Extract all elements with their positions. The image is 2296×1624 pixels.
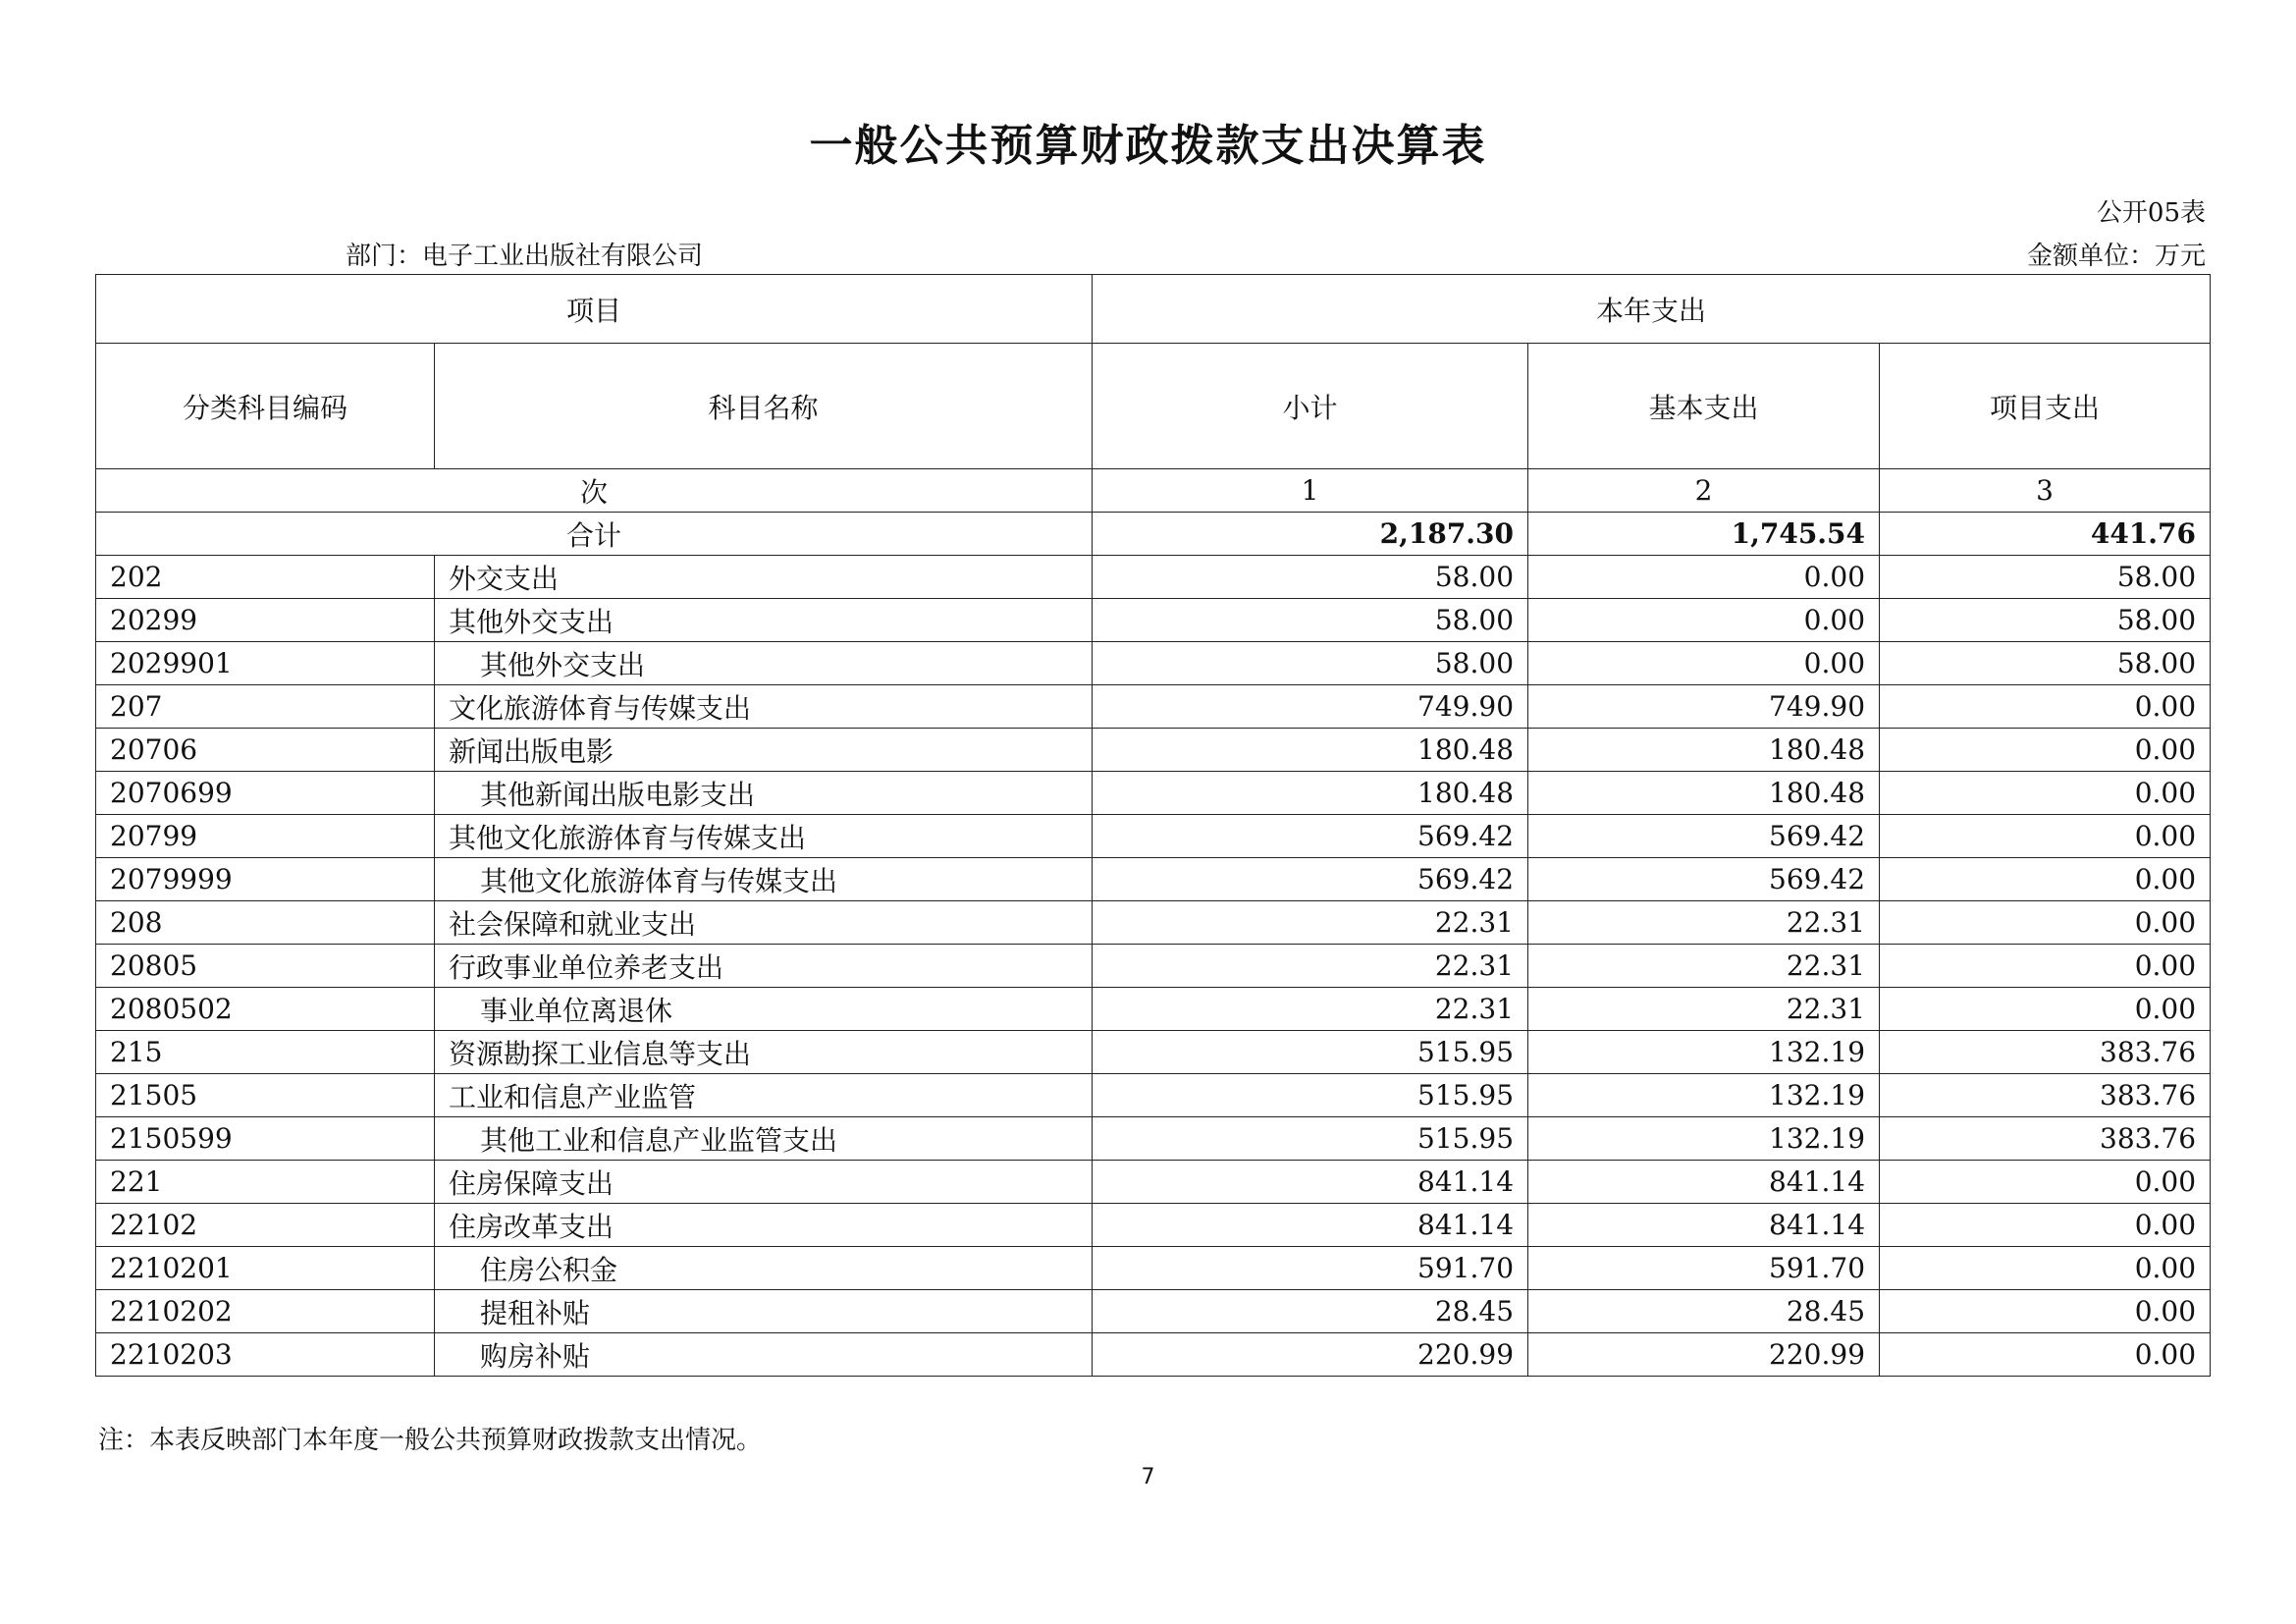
row-name: 社会保障和就业支出 [435,901,1093,945]
row-code: 221 [96,1161,435,1204]
row-subtotal: 22.31 [1093,945,1528,988]
header-subtotal: 小计 [1093,344,1528,469]
row-code: 2210203 [96,1333,435,1377]
row-subtotal: 841.14 [1093,1161,1528,1204]
row-project: 0.00 [1880,815,2211,858]
row-basic: 591.70 [1528,1247,1880,1290]
header-row-2 [96,344,2211,469]
row-basic: 0.00 [1528,642,1880,685]
row-name: 住房改革支出 [435,1204,1093,1247]
row-basic: 0.00 [1528,556,1880,599]
row-project: 0.00 [1880,729,2211,772]
row-project: 0.00 [1880,772,2211,815]
table-row [96,858,2211,901]
row-subtotal: 58.00 [1093,599,1528,642]
row-subtotal: 515.95 [1093,1117,1528,1161]
row-project: 0.00 [1880,1204,2211,1247]
table-row [96,685,2211,729]
table-row [96,1161,2211,1204]
row-code: 2029901 [96,642,435,685]
table-row [96,1117,2211,1161]
table-row [96,1204,2211,1247]
row-basic: 569.42 [1528,815,1880,858]
table-row [96,599,2211,642]
row-name: 提租补贴 [435,1290,1093,1333]
row-basic: 749.90 [1528,685,1880,729]
row-subtotal: 58.00 [1093,642,1528,685]
row-name: 其他工业和信息产业监管支出 [435,1117,1093,1161]
row-basic: 28.45 [1528,1290,1880,1333]
row-project: 383.76 [1880,1074,2211,1117]
row-name: 其他外交支出 [435,599,1093,642]
row-project: 0.00 [1880,1161,2211,1204]
row-code: 2210201 [96,1247,435,1290]
index-3: 3 [1880,469,2211,513]
row-subtotal: 841.14 [1093,1204,1528,1247]
row-basic: 22.31 [1528,988,1880,1031]
table-row [96,642,2211,685]
total-label: 合计 [96,513,1093,556]
row-basic: 22.31 [1528,901,1880,945]
header-basic: 基本支出 [1528,344,1880,469]
table-row [96,1074,2211,1117]
row-project: 0.00 [1880,945,2211,988]
row-code: 2150599 [96,1117,435,1161]
table-row [96,901,2211,945]
row-project: 0.00 [1880,1290,2211,1333]
header-row-1 [96,275,2211,344]
total-row [96,513,2211,556]
total-basic: 1,745.54 [1528,513,1880,556]
row-name: 文化旅游体育与传媒支出 [435,685,1093,729]
row-subtotal: 58.00 [1093,556,1528,599]
row-basic: 132.19 [1528,1074,1880,1117]
row-subtotal: 569.42 [1093,858,1528,901]
row-name: 事业单位离退休 [435,988,1093,1031]
row-basic: 22.31 [1528,945,1880,988]
row-code: 22102 [96,1204,435,1247]
row-basic: 180.48 [1528,729,1880,772]
row-subtotal: 515.95 [1093,1031,1528,1074]
table-row [96,1247,2211,1290]
row-subtotal: 22.31 [1093,901,1528,945]
row-code: 20299 [96,599,435,642]
row-code: 215 [96,1031,435,1074]
index-label: 次 [96,469,1093,513]
row-subtotal: 515.95 [1093,1074,1528,1117]
department-label: 部门：电子工业出版社有限公司 [346,242,704,271]
table-row [96,945,2211,988]
total-subtotal: 2,187.30 [1093,513,1528,556]
row-project: 0.00 [1880,858,2211,901]
row-name: 行政事业单位养老支出 [435,945,1093,988]
header-current-year: 本年支出 [1093,275,2211,344]
row-project: 58.00 [1880,556,2211,599]
row-project: 0.00 [1880,1247,2211,1290]
header-project: 项目 [96,275,1093,344]
row-project: 58.00 [1880,599,2211,642]
row-project: 0.00 [1880,1333,2211,1377]
header-project-exp: 项目支出 [1880,344,2211,469]
header-code: 分类科目编码 [96,344,435,469]
row-basic: 180.48 [1528,772,1880,815]
row-name: 购房补贴 [435,1333,1093,1377]
row-subtotal: 749.90 [1093,685,1528,729]
footnote: 注：本表反映部门本年度一般公共预算财政拨款支出情况。 [98,1426,763,1455]
row-name: 新闻出版电影 [435,729,1093,772]
row-basic: 132.19 [1528,1117,1880,1161]
row-code: 207 [96,685,435,729]
table-row [96,729,2211,772]
row-subtotal: 28.45 [1093,1290,1528,1333]
row-subtotal: 591.70 [1093,1247,1528,1290]
table-row [96,988,2211,1031]
table-row [96,815,2211,858]
row-code: 202 [96,556,435,599]
page-number: 7 [1141,1465,1155,1489]
table-row [96,1333,2211,1377]
row-code: 20799 [96,815,435,858]
row-name: 住房保障支出 [435,1161,1093,1204]
index-row [96,469,2211,513]
row-subtotal: 180.48 [1093,729,1528,772]
row-name: 其他新闻出版电影支出 [435,772,1093,815]
unit-label: 金额单位：万元 [2026,242,2206,271]
row-project: 0.00 [1880,901,2211,945]
row-basic: 569.42 [1528,858,1880,901]
row-code: 2080502 [96,988,435,1031]
table-row [96,556,2211,599]
row-project: 383.76 [1880,1031,2211,1074]
form-number: 公开05表 [2096,198,2206,228]
row-basic: 841.14 [1528,1204,1880,1247]
row-subtotal: 22.31 [1093,988,1528,1031]
row-basic: 0.00 [1528,599,1880,642]
row-subtotal: 220.99 [1093,1333,1528,1377]
row-name: 资源勘探工业信息等支出 [435,1031,1093,1074]
table-row [96,772,2211,815]
row-name: 工业和信息产业监管 [435,1074,1093,1117]
row-name: 其他外交支出 [435,642,1093,685]
total-project: 441.76 [1880,513,2211,556]
row-code: 21505 [96,1074,435,1117]
row-project: 383.76 [1880,1117,2211,1161]
index-2: 2 [1528,469,1880,513]
row-project: 0.00 [1880,685,2211,729]
page-title: 一般公共预算财政拨款支出决算表 [809,121,1487,171]
row-code: 20706 [96,729,435,772]
table-row [96,1290,2211,1333]
row-subtotal: 569.42 [1093,815,1528,858]
row-name: 其他文化旅游体育与传媒支出 [435,858,1093,901]
header-name: 科目名称 [435,344,1093,469]
expenditure-table [95,274,2211,1377]
row-basic: 132.19 [1528,1031,1880,1074]
row-project: 0.00 [1880,988,2211,1031]
row-code: 2070699 [96,772,435,815]
table-row [96,1031,2211,1074]
row-basic: 841.14 [1528,1161,1880,1204]
row-name: 外交支出 [435,556,1093,599]
row-code: 2210202 [96,1290,435,1333]
row-code: 208 [96,901,435,945]
row-name: 住房公积金 [435,1247,1093,1290]
index-1: 1 [1093,469,1528,513]
row-basic: 220.99 [1528,1333,1880,1377]
row-project: 58.00 [1880,642,2211,685]
row-name: 其他文化旅游体育与传媒支出 [435,815,1093,858]
row-code: 20805 [96,945,435,988]
row-subtotal: 180.48 [1093,772,1528,815]
row-code: 2079999 [96,858,435,901]
